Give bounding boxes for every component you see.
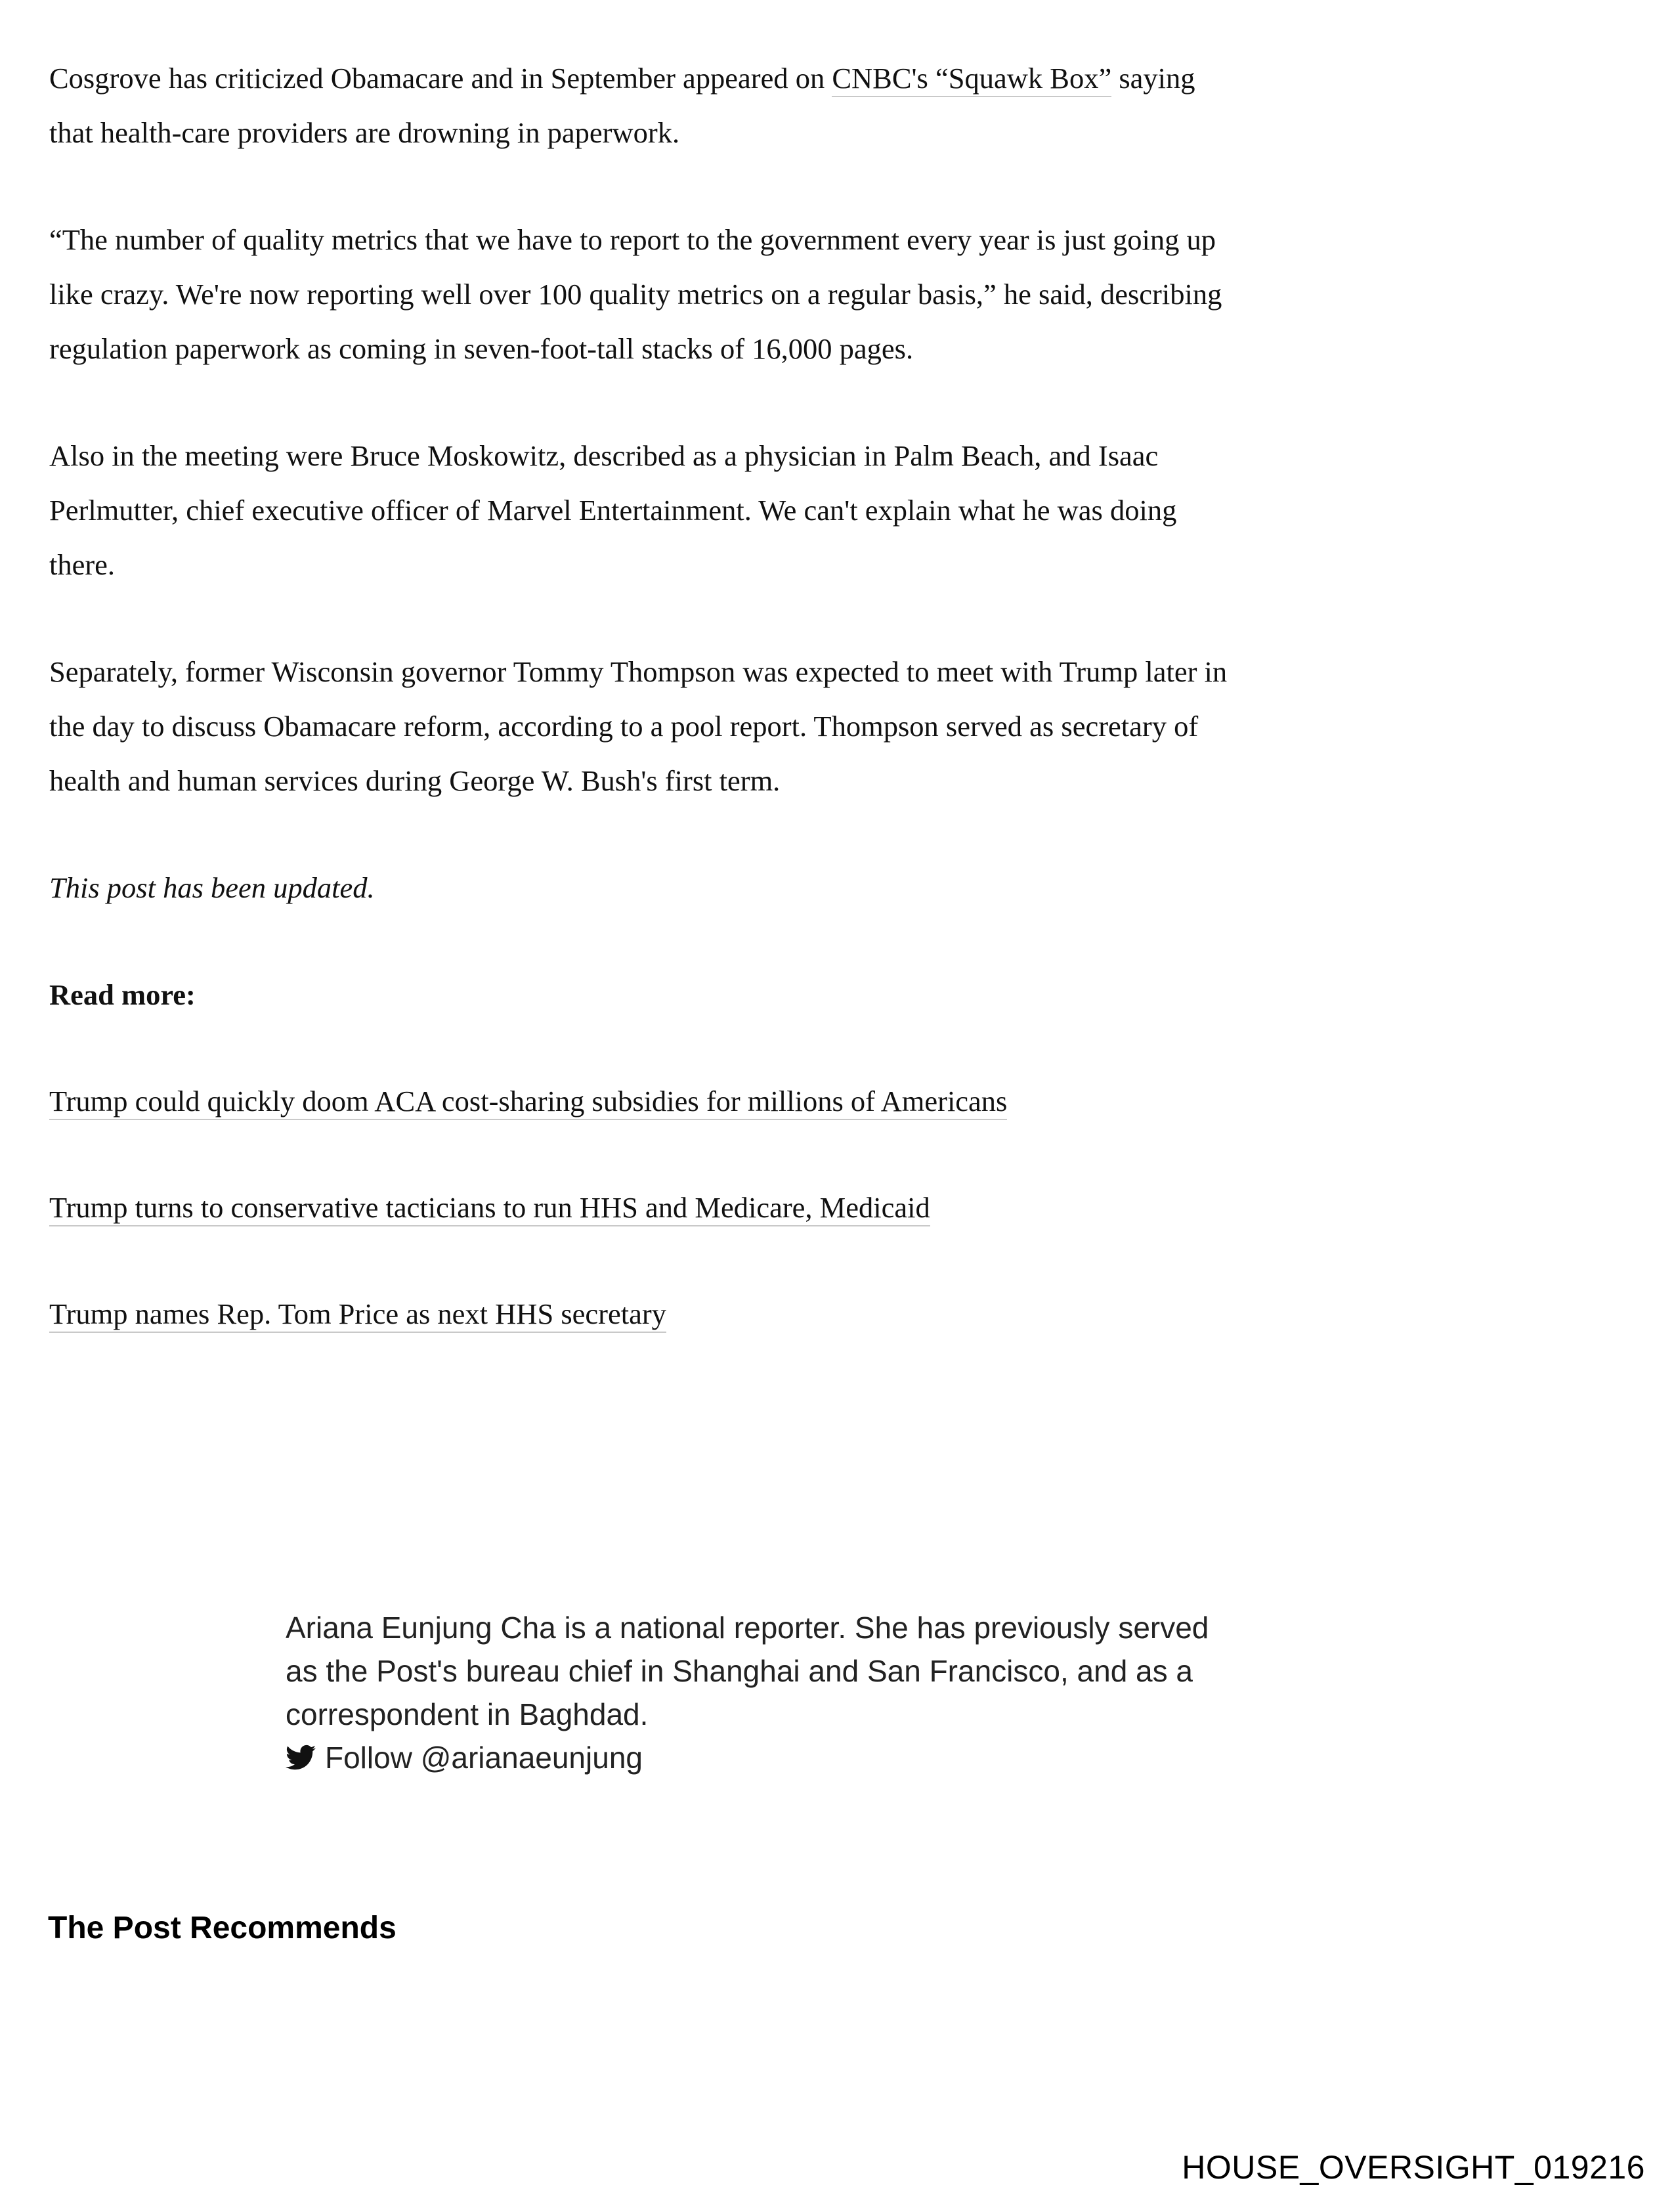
read-more-item bbox=[49, 1181, 1231, 1235]
paragraph-text: saying that health-care providers are drowning in paperwork. bbox=[49, 62, 1195, 149]
paragraph-thompson: Separately, former Wisconsin governor Tommy Thompson was expected to meet with Trump later in the day to discuss Obamacare reform, according to a pool report. Thompson served as secretary of health and human services during George W. Bush's first term. bbox=[49, 655, 1228, 797]
follow-author-link[interactable] bbox=[286, 1736, 1218, 1779]
paragraph-meeting-attendees: Also in the meeting were Bruce Moskowitz, described as a physician in Palm Beach, and Isaac Perlmutter, chief executive officer of Marvel Entertainment. We can't explain what he was doing there. bbox=[49, 439, 1177, 581]
paragraph-cosgrove bbox=[49, 51, 1231, 160]
read-more-link-tom-price[interactable]: Trump names Rep. Tom Price as next HHS secretary bbox=[49, 1297, 666, 1333]
author-bio-text: Ariana Eunjung Cha is a national reporter. She has previously served as the Post's bureau chief in Shanghai and San Francisco, and as a correspondent in Baghdad. bbox=[286, 1611, 1209, 1731]
paragraph-text: Cosgrove has criticized Obamacare and in September appeared on bbox=[49, 62, 832, 95]
read-more-item bbox=[49, 1074, 1231, 1129]
update-note: This post has been updated. bbox=[49, 871, 375, 904]
article-body bbox=[49, 51, 1231, 1341]
read-more-item bbox=[49, 1287, 1231, 1341]
author-bio bbox=[286, 1606, 1218, 1779]
twitter-bird-icon bbox=[286, 1745, 316, 1771]
read-more-link-aca-subsidies[interactable]: Trump could quickly doom ACA cost-sharing subsidies for millions of Americans bbox=[49, 1085, 1007, 1120]
follow-author-label: Follow @arianaeunjung bbox=[325, 1741, 643, 1775]
document-id-stamp: HOUSE_OVERSIGHT_019216 bbox=[1182, 2149, 1645, 2186]
cnbc-squawk-box-link[interactable]: CNBC's “Squawk Box” bbox=[832, 62, 1111, 97]
read-more-link-hhs-tacticians[interactable]: Trump turns to conservative tacticians to run HHS and Medicare, Medicaid bbox=[49, 1191, 930, 1226]
read-more-heading: Read more: bbox=[49, 978, 196, 1011]
post-recommends-heading: The Post Recommends bbox=[48, 1911, 397, 1945]
paragraph-quality-metrics: “The number of quality metrics that we have to report to the government every year is just going up like crazy. We're now reporting well over 100 quality metrics on a regular basis,” he said, describing regulation paperwork as coming in seven-foot-tall stacks of 16,000 pages. bbox=[49, 223, 1222, 365]
